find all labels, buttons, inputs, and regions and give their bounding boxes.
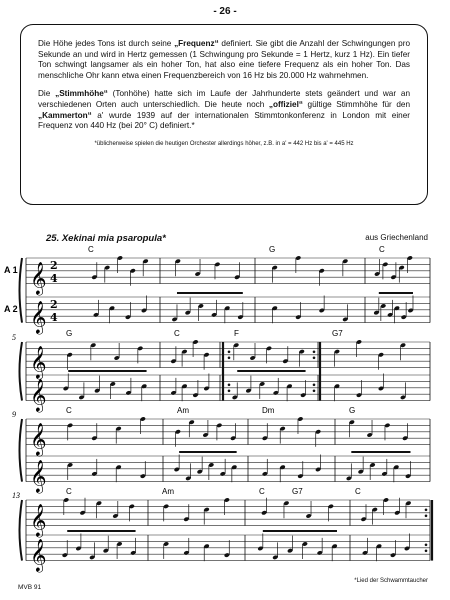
repeat-dot — [313, 384, 316, 387]
song-footnote: *Lied der Schwammtaucher — [354, 578, 428, 584]
time-signature: 4 — [50, 311, 58, 324]
repeat-dot — [313, 357, 316, 360]
repeat-dot — [228, 384, 231, 387]
measure-number: 13 — [12, 491, 20, 500]
chord-symbol: F — [234, 329, 239, 338]
text-run: gültige Stimmhöhe für den — [302, 99, 410, 109]
chord-symbol: G — [269, 245, 276, 254]
treble-clef: 𝄞 — [30, 459, 47, 493]
treble-clef: 𝄞 — [30, 300, 47, 334]
info-footnote: *üblicherweise spielen die heutigen Orchester allerdings höher, z.B. in a' = 442 Hz bis a' = 445 Hz — [94, 140, 354, 147]
repeat-dot — [228, 351, 231, 354]
treble-clef: 𝄞 — [30, 378, 47, 412]
voice-label: A 1 — [4, 265, 18, 275]
chord-symbol: C — [66, 406, 72, 415]
repeat-dot — [425, 550, 428, 553]
repeat-dot — [425, 544, 428, 547]
treble-clef: 𝄞 — [30, 503, 47, 537]
system-brace — [20, 342, 23, 401]
chord-symbol: G7 — [332, 329, 343, 338]
text-run: (Tonhöhe) hatte sich im Laufe der Jahrhunderte stets geändert und war an verschiedenen Orten auch unterschiedlich. Die heute noch — [38, 89, 410, 109]
song-origin: aus Griechenland — [365, 233, 428, 242]
time-signature: 2 — [50, 259, 58, 272]
chord-symbol: C — [259, 487, 265, 496]
chord-symbol: Dm — [262, 406, 275, 415]
chord-symbol: Am — [177, 406, 189, 415]
treble-clef: 𝄞 — [30, 422, 47, 456]
measure-number: 5 — [12, 333, 16, 342]
chord-symbol: C — [174, 329, 180, 338]
chord-symbol: G — [349, 406, 356, 415]
term-offiziel: „offiziel“ — [268, 99, 303, 109]
text-run: Die Höhe jedes Tons ist durch seine — [38, 39, 175, 48]
system-brace — [20, 258, 23, 323]
measure-number: 9 — [12, 410, 16, 419]
treble-clef: 𝄞 — [30, 345, 47, 379]
term-kammerton: „Kammerton“ — [38, 110, 92, 120]
repeat-dot — [425, 509, 428, 512]
chord-symbol: C — [88, 245, 94, 254]
repeat-dot — [228, 390, 231, 393]
voice-label: A 2 — [4, 304, 18, 314]
repeat-dot — [313, 390, 316, 393]
chord-symbol: C — [66, 487, 72, 496]
repeat-dot — [313, 351, 316, 354]
repeat-dot — [228, 357, 231, 360]
text-run: a' wurde 1939 auf der internationalen Stimmtonkonferenz in London mit einer Frequenz von 440 Hz (bei 20° C) definiert.* — [38, 110, 410, 131]
treble-clef: 𝄞 — [30, 261, 47, 295]
page-number: - 26 - — [213, 6, 237, 17]
time-signature: 4 — [50, 272, 58, 285]
term-stimmhoehe: „Stimmhöhe“ — [55, 89, 108, 99]
song-title: 25. Xekinai mia psaropula* — [46, 233, 166, 244]
chord-symbol: C — [355, 487, 361, 496]
chord-symbol: G7 — [292, 487, 303, 496]
text-run: Die — [38, 89, 56, 99]
treble-clef: 𝄞 — [30, 538, 47, 572]
system-brace — [20, 500, 23, 561]
time-signature: 2 — [50, 298, 58, 311]
term-frequenz: „Frequenz“ — [174, 39, 219, 48]
chord-symbol: C — [379, 245, 385, 254]
system-brace — [20, 419, 23, 482]
text-run: definiert. Sie gibt die Anzahl der Schwingungen pro Sekunde an und wird in Hertz gemessen (1 Schwingung pro Sekunde = 1 Hertz, kurz 1 Hz). Ein tiefer Ton schwingt langsamer als ein hoher Ton, hat also eine tiefere Frequenz als ein hoher Ton. Das menschliche Ohr kann etwa einen Frequenzbereich von 16 Hz bis 20.000 Hz wahrnehmen. — [38, 39, 410, 80]
catalog-number: MVB 91 — [18, 584, 42, 591]
chord-symbol: Am — [162, 487, 174, 496]
chord-symbol: G — [66, 329, 73, 338]
repeat-dot — [425, 515, 428, 518]
